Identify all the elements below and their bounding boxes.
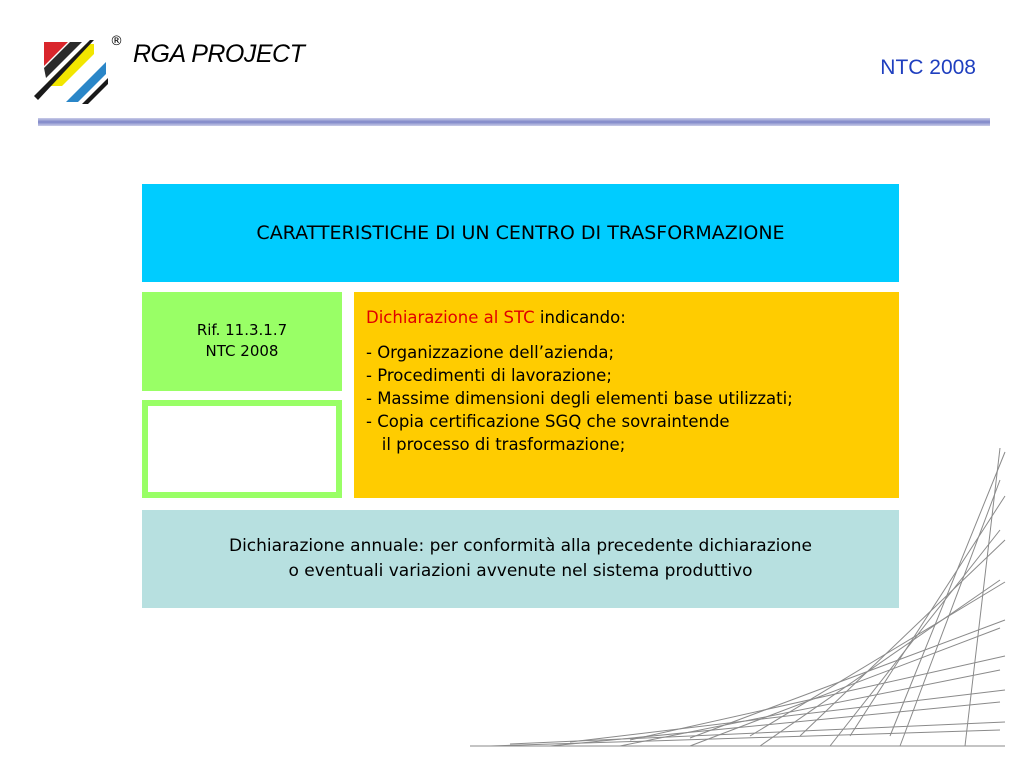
reference-line-2: NTC 2008 [205, 342, 279, 360]
annual-line-2: o eventuali variazioni avvenute nel sistema produttivo [288, 561, 753, 581]
brand-name: RGA PROJECT [133, 40, 305, 68]
slide-title: CARATTERISTICHE DI UN CENTRO DI TRASFORMAZIONE [256, 222, 785, 244]
doc-code: NTC 2008 [880, 56, 976, 79]
list-item: il processo di trasformazione; [366, 435, 626, 454]
list-item: - Copia certificazione SGQ che sovraintende [366, 412, 730, 431]
header-rule [38, 118, 990, 126]
declaration-heading [366, 306, 899, 329]
list-item: - Massime dimensioni degli elementi base utilizzati; [366, 389, 793, 408]
title-box [142, 184, 899, 282]
declaration-heading-highlight: Dichiarazione al STC [366, 308, 535, 327]
decorative-mesh-icon [460, 440, 1020, 760]
reference-line-1: Rif. 11.3.1.7 [196, 321, 288, 339]
registered-mark: ® [110, 34, 123, 49]
rga-logo-icon [32, 34, 112, 108]
reference-box [142, 292, 342, 391]
declaration-heading-rest: indicando: [534, 308, 626, 327]
empty-box [142, 400, 342, 498]
list-item: - Organizzazione dell’azienda; [366, 343, 615, 362]
list-item: - Procedimenti di lavorazione; [366, 366, 612, 385]
annual-line-1: Dichiarazione annuale: per conformità alla precedente dichiarazione [228, 536, 813, 556]
